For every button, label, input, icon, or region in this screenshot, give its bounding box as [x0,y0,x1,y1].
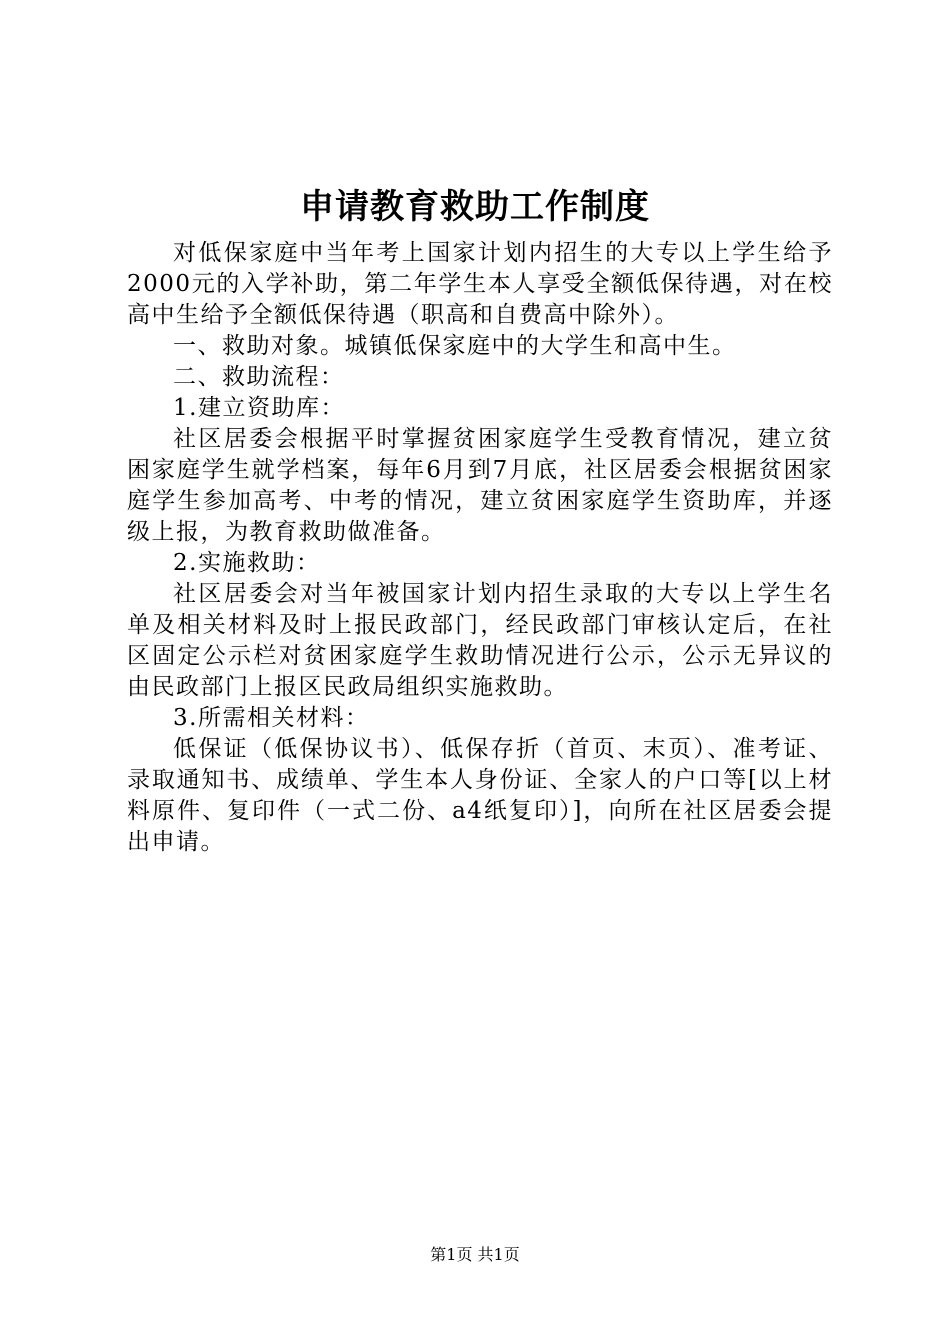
paragraph-step-3-heading: 3.所需相关材料： [173,705,370,731]
paragraph-step-3-body: 低保证（低保协议书）、低保存折（首页、末页）、准考证、录取通知书、成绩单、学生本人身份证、全家人的户口等[以上材料原件、复印件（一式二份、a4纸复印）]，向所在社区居委会提出申请。 [127,736,833,855]
page-footer: 第1页 共1页 [430,1245,520,1264]
paragraph-step-1-body: 社区居委会根据平时掌握贫困家庭学生受教育情况，建立贫困家庭学生就学档案，每年6月到7月底，社区居委会根据贫困家庭学生参加高考、中考的情况，建立贫困家庭学生资助库，并逐级上报，为教育救助做准备。 [127,426,833,545]
paragraph-section-1: 一、救助对象。城镇低保家庭中的大学生和高中生。 [173,333,737,359]
paragraph-section-2-heading: 二、救助流程： [173,364,345,390]
paragraph-step-2-body: 社区居委会对当年被国家计划内招生录取的大专以上学生名单及相关材料及时上报民政部门，经民政部门审核认定后，在社区固定公示栏对贫困家庭学生救助情况进行公示，公示无异议的由民政部门上报区民政局组织实施救助。 [127,581,833,700]
paragraph-step-2-heading: 2.实施救助： [173,550,321,576]
document-title: 申请教育救助工作制度 [300,187,650,227]
paragraph-intro: 对低保家庭中当年考上国家计划内招生的大专以上学生给予2000元的入学补助，第二年学生本人享受全额低保待遇，对在校高中生给予全额低保待遇（职高和自费高中除外）。 [127,240,833,328]
document-body [127,238,833,858]
paragraph-step-1-heading: 1.建立资助库： [173,395,345,421]
